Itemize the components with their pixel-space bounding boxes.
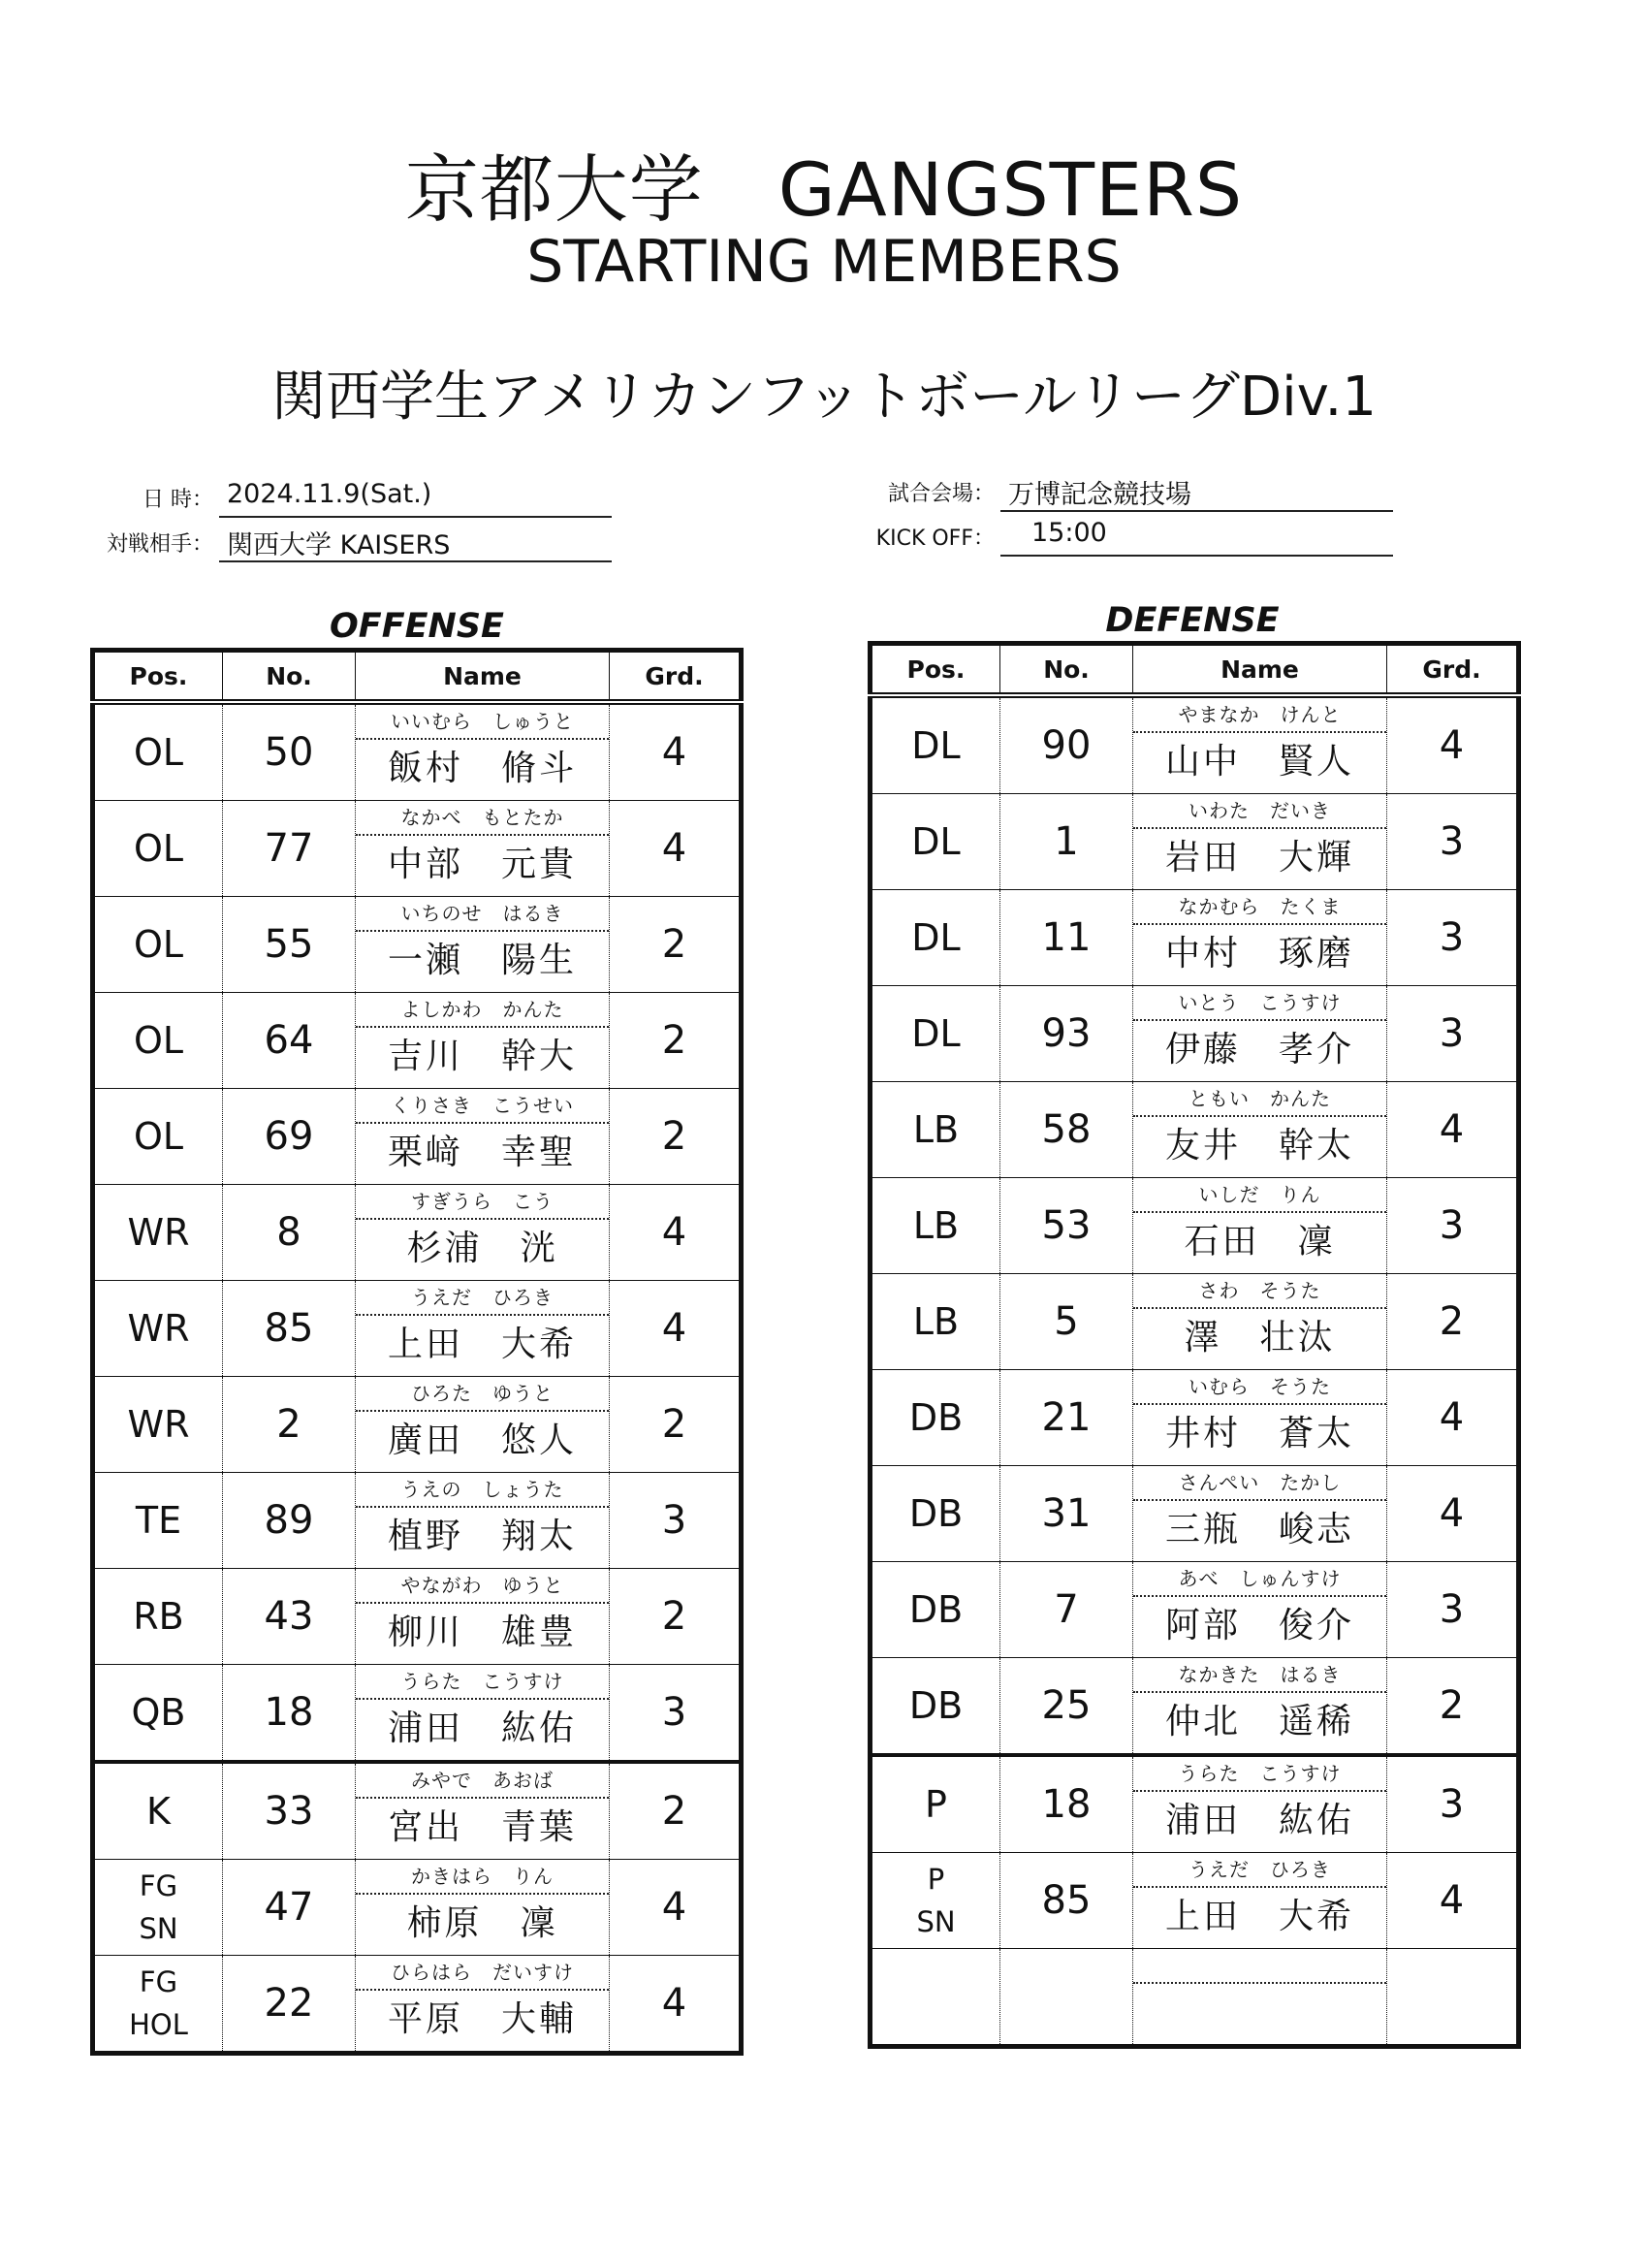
player-name: 柿原 凜 <box>406 1903 558 1943</box>
name-cell <box>1133 986 1387 1082</box>
jersey-number: 64 <box>223 993 356 1089</box>
page-title: 京都大学 GANGSTERS <box>404 146 1244 233</box>
opponent-label: 対戦相手： <box>106 532 213 557</box>
position-cell <box>93 1762 223 1860</box>
opponent-value: 関西大学 KAISERS <box>219 524 612 562</box>
position-cell <box>93 1665 223 1763</box>
jersey-number: 58 <box>1000 1082 1133 1178</box>
jersey-number <box>1000 1949 1133 2047</box>
grade: 4 <box>609 801 741 897</box>
position-cell <box>93 1956 223 2054</box>
offense-col-name: Name <box>356 651 610 703</box>
position-cell <box>93 897 223 993</box>
grade: 3 <box>1386 1562 1518 1658</box>
name-cell <box>356 1762 610 1860</box>
jersey-number: 85 <box>223 1281 356 1377</box>
player-name: 石田 凜 <box>1184 1222 1336 1262</box>
furigana: なかきた はるき <box>1133 1658 1386 1693</box>
furigana: うらた こうすけ <box>1133 1757 1386 1792</box>
offense-player-row <box>93 801 742 897</box>
player-name: 飯村 脩斗 <box>387 749 577 788</box>
defense-title: DEFENSE <box>1105 601 1280 640</box>
position-cell <box>93 1089 223 1185</box>
position: LB <box>912 1300 960 1343</box>
grade: 3 <box>609 1665 741 1763</box>
jersey-number: 8 <box>223 1185 356 1281</box>
position: WR <box>127 1307 190 1350</box>
position: DL <box>911 1012 961 1055</box>
jersey-number: 69 <box>223 1089 356 1185</box>
name-cell <box>1133 794 1387 890</box>
grade: 3 <box>609 1473 741 1569</box>
offense-player-row <box>93 993 742 1089</box>
name-cell <box>356 993 610 1089</box>
position: DL <box>911 916 961 959</box>
position-cell <box>93 993 223 1089</box>
player-name: 浦田 紘佑 <box>387 1709 577 1748</box>
defense-player-row <box>871 1658 1519 1756</box>
position: OL <box>133 827 184 870</box>
position-cell <box>871 1274 1000 1370</box>
offense-player-row <box>93 702 742 801</box>
position-cell <box>871 1853 1000 1949</box>
position-cell <box>871 1755 1000 1853</box>
grade: 4 <box>1386 695 1518 794</box>
defense-col-pos: Pos. <box>871 644 1000 696</box>
position: OL <box>133 1115 184 1158</box>
name-cell <box>356 1281 610 1377</box>
furigana: みやで あおば <box>356 1764 609 1799</box>
grade: 4 <box>609 702 741 801</box>
player-name: 杉浦 洸 <box>406 1229 558 1268</box>
position-sub: HOL <box>129 2008 188 2041</box>
player-name: 友井 幹太 <box>1164 1126 1354 1166</box>
name-cell <box>1133 1658 1387 1756</box>
jersey-number: 93 <box>1000 986 1133 1082</box>
player-name: 三瓶 峻志 <box>1164 1510 1354 1549</box>
name-cell <box>1133 695 1387 794</box>
position-sub: SN <box>139 1912 178 1945</box>
defense-player-row <box>871 1755 1519 1853</box>
player-name: 仲北 遥稀 <box>1164 1702 1354 1741</box>
furigana: すぎうら こう <box>356 1185 609 1220</box>
furigana: うらた こうすけ <box>356 1665 609 1700</box>
furigana: うえだ ひろき <box>356 1281 609 1316</box>
player-name: 澤 壮汰 <box>1184 1318 1336 1358</box>
position-sub: SN <box>916 1905 956 1938</box>
jersey-number: 22 <box>223 1956 356 2054</box>
grade: 4 <box>609 1281 741 1377</box>
position: WR <box>127 1211 190 1254</box>
furigana <box>1133 1949 1386 1984</box>
jersey-number: 33 <box>223 1762 356 1860</box>
grade: 2 <box>609 897 741 993</box>
position: P <box>927 1863 945 1896</box>
position-cell <box>93 801 223 897</box>
name-cell <box>356 1377 610 1473</box>
defense-player-row <box>871 1949 1519 2047</box>
furigana: うえだ ひろき <box>1133 1853 1386 1888</box>
grade: 2 <box>609 1089 741 1185</box>
name-cell <box>356 1569 610 1665</box>
position-cell <box>871 1370 1000 1466</box>
jersey-number: 77 <box>223 801 356 897</box>
offense-player-row <box>93 1377 742 1473</box>
name-cell <box>1133 1370 1387 1466</box>
name-cell <box>1133 1178 1387 1274</box>
defense-player-row <box>871 1562 1519 1658</box>
position: WR <box>127 1403 190 1446</box>
furigana: よしかわ かんた <box>356 993 609 1028</box>
grade: 2 <box>609 1377 741 1473</box>
date-value: 2024.11.9(Sat.) <box>219 479 612 518</box>
furigana: ひらはら だいすけ <box>356 1956 609 1991</box>
furigana: いむら そうた <box>1133 1370 1386 1405</box>
furigana: なかむら たくま <box>1133 890 1386 925</box>
offense-header-row <box>93 651 742 703</box>
offense-player-row <box>93 1281 742 1377</box>
player-name: 井村 蒼太 <box>1164 1414 1354 1453</box>
position-cell <box>871 986 1000 1082</box>
defense-table <box>868 641 1521 2049</box>
offense-player-row <box>93 1473 742 1569</box>
offense-col-no: No. <box>223 651 356 703</box>
defense-player-row <box>871 1178 1519 1274</box>
grade: 4 <box>1386 1370 1518 1466</box>
name-cell <box>1133 1274 1387 1370</box>
defense-header-row <box>871 644 1519 696</box>
offense-player-row <box>93 1860 742 1956</box>
player-name: 栗﨑 幸聖 <box>387 1133 577 1172</box>
position: FG <box>139 1965 178 1998</box>
name-cell <box>1133 1562 1387 1658</box>
position: OL <box>133 1019 184 1062</box>
furigana: さわ そうた <box>1133 1274 1386 1309</box>
player-name: 中部 元貴 <box>387 845 577 884</box>
player-name: 上田 大希 <box>1164 1897 1354 1936</box>
jersey-number: 18 <box>223 1665 356 1763</box>
offense-player-row <box>93 1956 742 2054</box>
grade: 4 <box>1386 1466 1518 1562</box>
grade: 2 <box>609 1762 741 1860</box>
name-cell <box>1133 890 1387 986</box>
furigana: なかべ もとたか <box>356 801 609 836</box>
jersey-number: 18 <box>1000 1755 1133 1853</box>
furigana: いちのせ はるき <box>356 897 609 932</box>
position-cell <box>93 1473 223 1569</box>
defense-player-row <box>871 1466 1519 1562</box>
defense-player-row <box>871 890 1519 986</box>
defense-player-row <box>871 986 1519 1082</box>
grade <box>1386 1949 1518 2047</box>
position-cell <box>93 702 223 801</box>
furigana: かきはら りん <box>356 1860 609 1895</box>
player-name: 山中 賢人 <box>1164 742 1354 782</box>
offense-player-row <box>93 1185 742 1281</box>
defense-player-row <box>871 794 1519 890</box>
name-cell <box>356 1185 610 1281</box>
player-name: 柳川 雄豊 <box>387 1613 577 1652</box>
position-cell <box>93 1185 223 1281</box>
position-cell <box>871 1949 1000 2047</box>
jersey-number: 89 <box>223 1473 356 1569</box>
grade: 4 <box>609 1860 741 1956</box>
player-name: 廣田 悠人 <box>387 1421 577 1460</box>
position: QB <box>131 1691 186 1734</box>
name-cell <box>356 801 610 897</box>
position: DB <box>908 1492 964 1535</box>
position: DB <box>908 1684 964 1727</box>
grade: 3 <box>1386 1755 1518 1853</box>
jersey-number: 43 <box>223 1569 356 1665</box>
furigana: いとう こうすけ <box>1133 986 1386 1021</box>
furigana: ひろた ゆうと <box>356 1377 609 1412</box>
player-name: 上田 大希 <box>387 1325 577 1364</box>
player-name: 一瀬 陽生 <box>387 941 577 980</box>
name-cell <box>1133 1853 1387 1949</box>
furigana: やながわ ゆうと <box>356 1569 609 1604</box>
position: K <box>146 1790 171 1833</box>
furigana: やまなか けんと <box>1133 698 1386 733</box>
grade: 4 <box>609 1185 741 1281</box>
furigana: うえの しょうた <box>356 1473 609 1508</box>
grade: 2 <box>609 1569 741 1665</box>
jersey-number: 7 <box>1000 1562 1133 1658</box>
grade: 3 <box>1386 794 1518 890</box>
offense-player-row <box>93 1569 742 1665</box>
player-name: 平原 大輔 <box>387 1999 577 2039</box>
furigana: あべ しゅんすけ <box>1133 1562 1386 1597</box>
name-cell <box>1133 1082 1387 1178</box>
furigana: いわた だいき <box>1133 794 1386 829</box>
jersey-number: 31 <box>1000 1466 1133 1562</box>
defense-col-no: No. <box>1000 644 1133 696</box>
furigana: さんぺい たかし <box>1133 1466 1386 1501</box>
page-subtitle: STARTING MEMBERS <box>526 228 1122 296</box>
player-name <box>1133 1984 1386 2042</box>
player-name: 中村 琢磨 <box>1164 934 1354 974</box>
position-cell <box>871 695 1000 794</box>
defense-col-grd: Grd. <box>1386 644 1518 696</box>
kickoff-label: KICK OFF： <box>875 527 995 551</box>
defense-player-row <box>871 1082 1519 1178</box>
name-cell <box>1133 1949 1387 2047</box>
position-cell <box>871 1466 1000 1562</box>
position: DL <box>911 820 961 863</box>
player-name: 吉川 幹大 <box>387 1037 577 1076</box>
name-cell <box>356 1860 610 1956</box>
position-cell <box>93 1569 223 1665</box>
jersey-number: 2 <box>223 1377 356 1473</box>
position: P <box>925 1783 947 1826</box>
jersey-number: 21 <box>1000 1370 1133 1466</box>
player-name: 伊藤 孝介 <box>1164 1030 1354 1070</box>
name-cell <box>356 702 610 801</box>
player-name: 岩田 大輝 <box>1164 838 1354 878</box>
defense-player-row <box>871 1370 1519 1466</box>
position-cell <box>871 794 1000 890</box>
defense-player-row <box>871 695 1519 794</box>
position-cell <box>871 890 1000 986</box>
position-cell <box>871 1658 1000 1756</box>
position: OL <box>133 731 184 774</box>
grade: 4 <box>609 1956 741 2054</box>
venue-value: 万博記念競技場 <box>1000 473 1393 512</box>
position: OL <box>133 923 184 966</box>
player-name: 阿部 俊介 <box>1164 1606 1354 1645</box>
grade: 3 <box>1386 986 1518 1082</box>
jersey-number: 25 <box>1000 1658 1133 1756</box>
name-cell <box>356 1956 610 2054</box>
defense-player-row <box>871 1274 1519 1370</box>
position-cell <box>871 1178 1000 1274</box>
jersey-number: 1 <box>1000 794 1133 890</box>
position-cell <box>93 1377 223 1473</box>
date-label: 日 時： <box>143 488 213 512</box>
position-cell <box>871 1082 1000 1178</box>
jersey-number: 5 <box>1000 1274 1133 1370</box>
position: RB <box>133 1595 184 1638</box>
kickoff-value: 15:00 <box>1000 518 1393 557</box>
league-name: 関西学生アメリカンフットボールリーグDiv.1 <box>271 366 1377 429</box>
position: DB <box>908 1588 964 1631</box>
player-name: 植野 翔太 <box>387 1517 577 1556</box>
grade: 3 <box>1386 1178 1518 1274</box>
jersey-number: 90 <box>1000 695 1133 794</box>
offense-col-grd: Grd. <box>609 651 741 703</box>
name-cell <box>356 1473 610 1569</box>
position: DL <box>911 724 961 767</box>
position: TE <box>135 1499 182 1542</box>
jersey-number: 47 <box>223 1860 356 1956</box>
offense-table <box>90 648 744 2056</box>
furigana: いしだ りん <box>1133 1178 1386 1213</box>
offense-player-row <box>93 1762 742 1860</box>
offense-col-pos: Pos. <box>93 651 223 703</box>
jersey-number: 50 <box>223 702 356 801</box>
offense-title: OFFENSE <box>330 607 504 646</box>
grade: 4 <box>1386 1853 1518 1949</box>
grade: 4 <box>1386 1082 1518 1178</box>
grade: 3 <box>1386 890 1518 986</box>
name-cell <box>356 1089 610 1185</box>
position: DB <box>908 1396 964 1439</box>
name-cell <box>356 1665 610 1763</box>
defense-col-name: Name <box>1133 644 1387 696</box>
position-cell <box>93 1860 223 1956</box>
jersey-number: 53 <box>1000 1178 1133 1274</box>
name-cell <box>1133 1755 1387 1853</box>
venue-label: 試合会場： <box>887 482 995 506</box>
jersey-number: 11 <box>1000 890 1133 986</box>
offense-player-row <box>93 897 742 993</box>
player-name: 浦田 紘佑 <box>1164 1801 1354 1840</box>
position: FG <box>139 1869 178 1902</box>
position-cell <box>93 1281 223 1377</box>
furigana: くりさき こうせい <box>356 1089 609 1124</box>
name-cell <box>1133 1466 1387 1562</box>
position: LB <box>912 1204 960 1247</box>
name-cell <box>356 897 610 993</box>
player-name: 宮出 青葉 <box>387 1807 577 1847</box>
position-cell <box>871 1562 1000 1658</box>
defense-player-row <box>871 1853 1519 1949</box>
jersey-number: 55 <box>223 897 356 993</box>
furigana: いいむら しゅうと <box>356 705 609 740</box>
position: LB <box>912 1108 960 1151</box>
offense-player-row <box>93 1665 742 1763</box>
furigana: ともい かんた <box>1133 1082 1386 1117</box>
jersey-number: 85 <box>1000 1853 1133 1949</box>
offense-player-row <box>93 1089 742 1185</box>
grade: 2 <box>1386 1274 1518 1370</box>
grade: 2 <box>609 993 741 1089</box>
grade: 2 <box>1386 1658 1518 1756</box>
